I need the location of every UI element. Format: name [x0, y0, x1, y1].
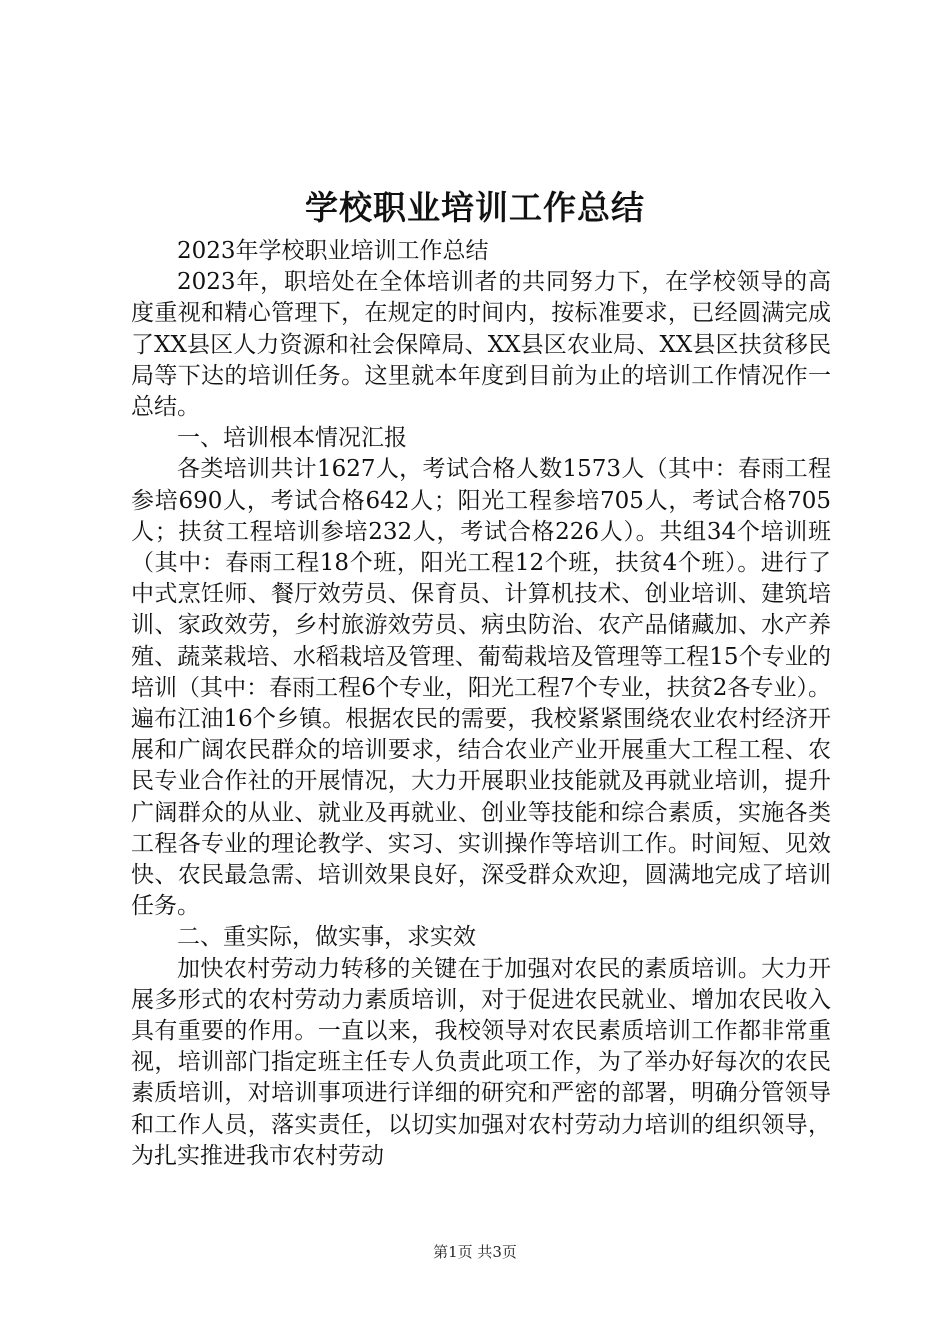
- document-body: [131, 236, 831, 1172]
- section-heading-2: 二、重实际，做实事，求实效: [177, 924, 476, 951]
- page-footer: 第1页 共3页: [433, 1243, 517, 1261]
- paragraph-training-summary: 各类培训共计1627人，考试合格人数1573人（其中：春雨工程参培690人，考试合格642人；阳光工程参培705人，考试合格705人；扶贫工程培训参培232人，考试合格226人）。共组34个培训班（其中：春雨工程18个班，阳光工程12个班，扶贫4个班）。进行了中式烹饪师、餐厅效劳员、保育员、计算机技术、创业培训、建筑培训、家政效劳，乡村旅游效劳员、病虫防治、农产品储藏加、水产养殖、蔬菜栽培、水稻栽培及管理、葡萄栽培及管理等工程15个专业的培训（其中：春雨工程6个专业，阳光工程7个专业，扶贫2各专业）。遍布江油16个乡镇。根据农民的需要，我校紧紧围绕农业农村经济开展和广阔农民群众的培训要求，结合农业产业开展重大工程工程、农民专业合作社的开展情况，大力开展职业技能就及再就业培训，提升广阔群众的从业、就业及再就业、创业等技能和综合素质，实施各类工程各专业的理论教学、实习、实训操作等培训工作。时间短、见效快、农民最急需、培训效果良好，深受群众欢迎，圆满地完成了培训任务。: [131, 456, 831, 920]
- paragraph-subtitle: 2023年学校职业培训工作总结: [177, 238, 489, 264]
- document-title: 学校职业培训工作总结: [305, 188, 645, 227]
- paragraph-practical-work: 加快农村劳动力转移的关键在于加强对农民的素质培训。大力开展多形式的农村劳动力素质培训，对于促进农民就业、增加农民收入具有重要的作用。一直以来，我校领导对农民素质培训工作都非常重视，培训部门指定班主任专人负责此项工作，为了举办好每次的农民素质培训，对培训事项进行详细的研究和严密的部署，明确分管领导和工作人员，落实责任，以切实加强对农村劳动力培训的组织领导，为扎实推进我市农村劳动: [131, 955, 831, 1169]
- section-heading-1: 一、培训根本情况汇报: [177, 425, 407, 452]
- paragraph-intro: 2023年，职培处在全体培训者的共同努力下，在学校领导的高度重视和精心管理下，在规定的时间内，按标准要求，已经圆满完成了XX县区人力资源和社会保障局、XX县区农业局、XX县区扶贫移民局等下达的培训任务。这里就本年度到目前为止的培训工作情况作一总结。: [131, 269, 831, 421]
